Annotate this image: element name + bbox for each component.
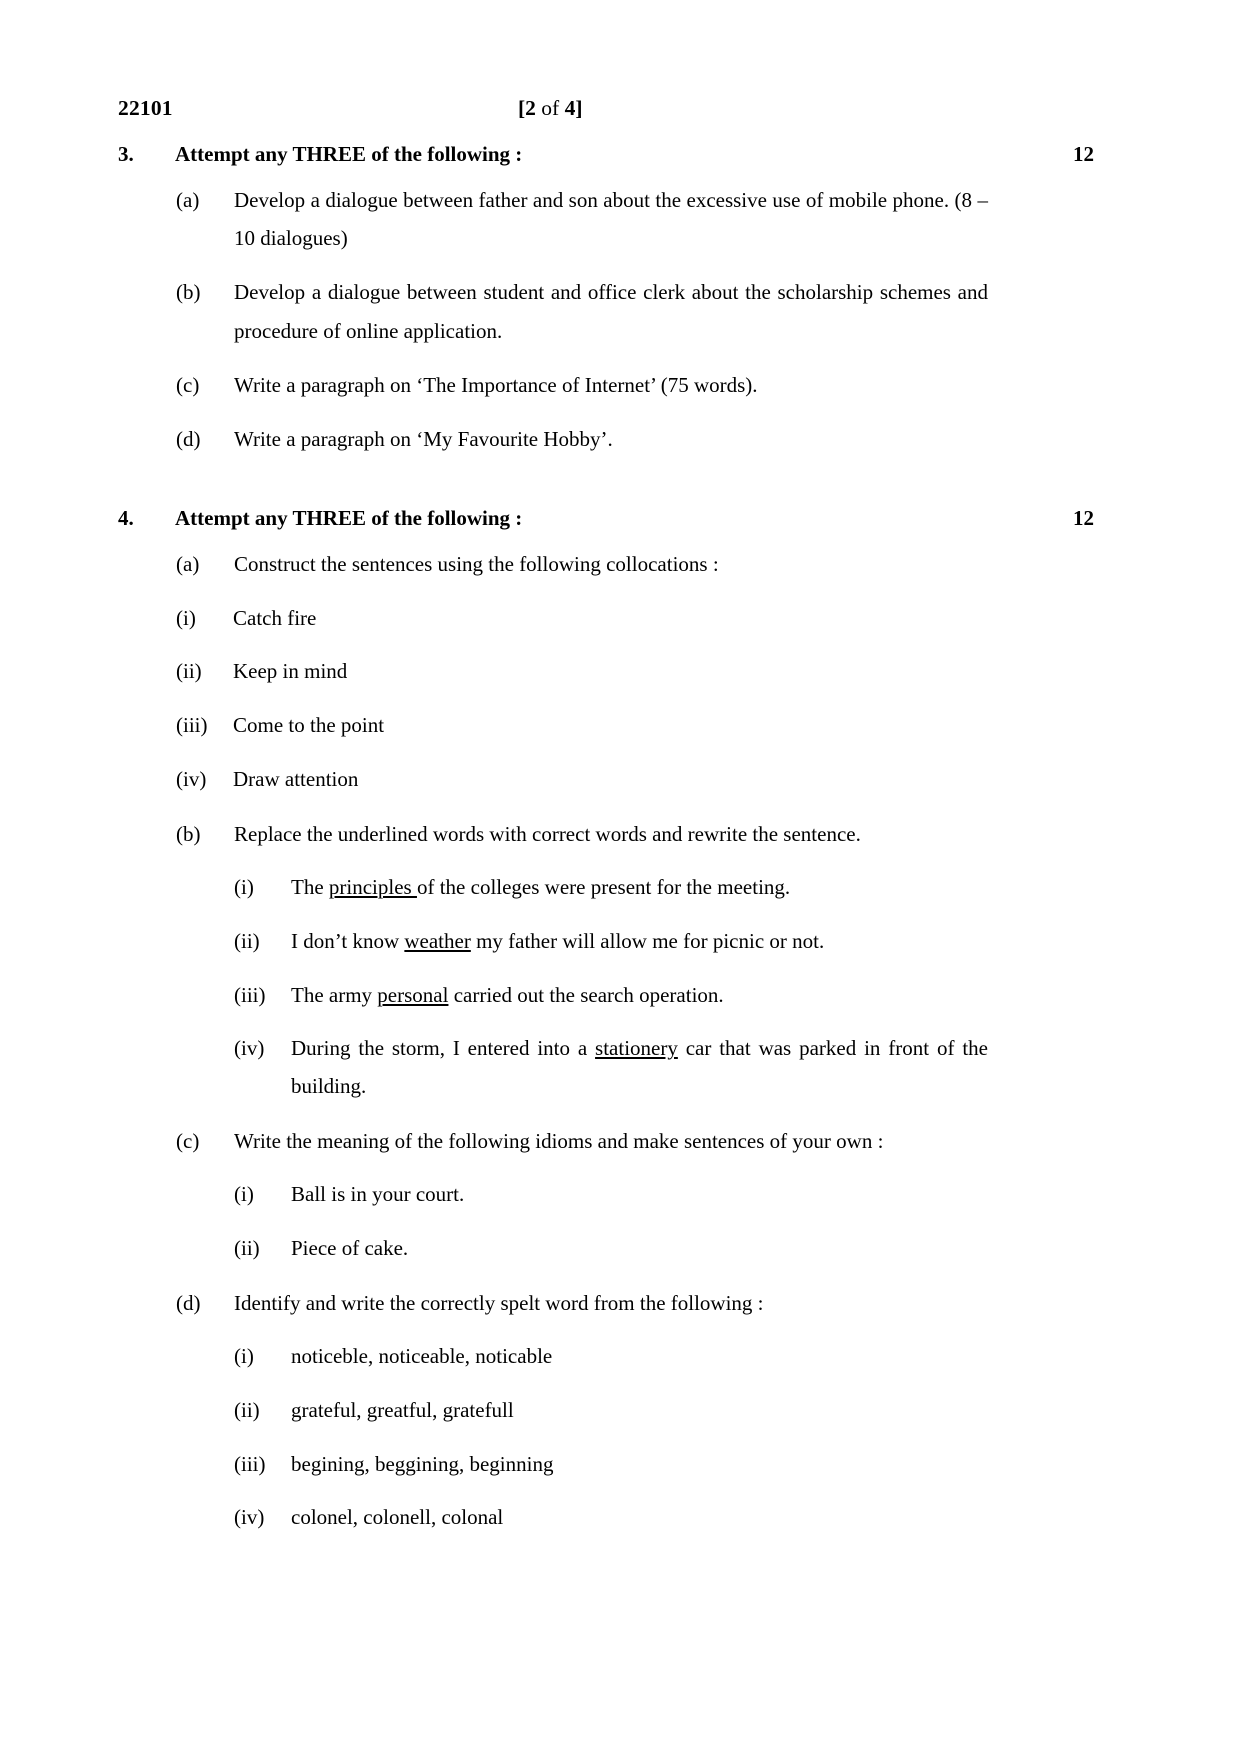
item-text: Write a paragraph on ‘My Favourite Hobby’.	[234, 427, 613, 452]
item-text: Construct the sentences using the following collocations :	[234, 552, 719, 577]
roman-item	[118, 1446, 988, 1484]
sentence-before: The	[291, 874, 329, 899]
roman-item	[118, 1392, 988, 1430]
item-label: (d)	[176, 427, 201, 452]
roman-label: (ii)	[234, 928, 260, 953]
roman-label: (ii)	[234, 1235, 260, 1260]
question-3-item-c	[118, 366, 988, 404]
question-4b-roman-list	[118, 869, 988, 1106]
roman-text	[291, 1030, 988, 1106]
roman-label: (i)	[176, 605, 196, 630]
question-3-heading	[118, 142, 1094, 166]
sentence-after: car that was parked in front of the building.	[291, 1036, 988, 1099]
question-4c-roman-list	[118, 1176, 988, 1268]
roman-text: Piece of cake.	[291, 1235, 409, 1260]
question-4a-roman-list	[118, 600, 988, 799]
roman-text	[291, 977, 988, 1015]
question-4-title: Attempt any THREE of the following :	[175, 506, 523, 531]
roman-item	[118, 600, 988, 638]
question-4-item-b	[118, 815, 988, 853]
question-3-title: Attempt any THREE of the following :	[175, 142, 523, 166]
roman-text: grateful, greatful, gratefull	[291, 1397, 514, 1422]
question-3-item-d	[118, 420, 988, 458]
item-label: (d)	[176, 1290, 201, 1315]
roman-label: (iii)	[176, 713, 208, 738]
sentence-after: of the colleges were present for the meeting.	[416, 874, 791, 899]
roman-item	[118, 977, 988, 1015]
sentence-before: During the storm, I entered into a	[291, 1036, 596, 1061]
question-4-number: 4.	[118, 506, 134, 531]
underlined-word: personal	[377, 982, 449, 1007]
paper-code: 22101	[118, 96, 173, 120]
item-text: Develop a dialogue between student and office clerk about the scholarship schemes and procedure of online application.	[234, 280, 988, 343]
roman-label: (ii)	[234, 1397, 260, 1422]
question-block-3	[118, 142, 1094, 458]
roman-item	[118, 1499, 988, 1537]
roman-label: (ii)	[176, 659, 202, 684]
item-label: (c)	[176, 1128, 200, 1153]
section-spacer	[118, 458, 988, 494]
question-4-item-c	[118, 1122, 988, 1160]
roman-text	[291, 923, 988, 961]
question-4-heading	[118, 506, 1094, 531]
question-block-4	[118, 506, 1094, 1537]
item-label: (b)	[176, 280, 201, 305]
roman-item	[118, 761, 988, 799]
question-4d-roman-list	[118, 1338, 988, 1537]
roman-text	[291, 869, 988, 907]
sentence-before: The army	[291, 982, 378, 1007]
roman-label: (iii)	[234, 1451, 266, 1476]
page-indicator-mid: of	[535, 96, 565, 120]
roman-text: Keep in mind	[233, 659, 348, 684]
roman-label: (iv)	[176, 766, 207, 791]
roman-label: (iv)	[234, 1505, 265, 1530]
sentence-after: carried out the search operation.	[448, 982, 724, 1007]
roman-label: (i)	[234, 874, 254, 899]
question-3-item-b	[118, 273, 988, 349]
item-text: Identify and write the correctly spelt word from the following :	[234, 1290, 764, 1315]
roman-label: (iii)	[234, 982, 266, 1007]
roman-item	[118, 1338, 988, 1376]
roman-item	[118, 653, 988, 691]
question-3-item-a	[118, 181, 988, 257]
roman-text: colonel, colonell, colonal	[291, 1505, 504, 1530]
sentence-before: I don’t know	[291, 928, 405, 953]
item-text: Write the meaning of the following idioms and make sentences of your own :	[234, 1128, 884, 1153]
roman-label: (i)	[234, 1343, 254, 1368]
roman-item	[118, 923, 988, 961]
page-indicator	[518, 96, 583, 121]
question-4-item-a	[118, 545, 988, 583]
question-3-number: 3.	[118, 142, 134, 166]
item-label: (b)	[176, 821, 201, 846]
item-label: (c)	[176, 372, 200, 397]
roman-text: Come to the point	[233, 713, 385, 738]
roman-item	[118, 1030, 988, 1106]
roman-label: (i)	[234, 1182, 254, 1207]
roman-text: begining, beggining, beginning	[291, 1451, 554, 1476]
item-label: (a)	[176, 188, 200, 212]
roman-label: (iv)	[234, 1036, 265, 1061]
roman-text: Catch fire	[233, 605, 317, 630]
item-label: (a)	[176, 552, 200, 577]
roman-item	[118, 1176, 988, 1214]
underlined-word: weather	[404, 928, 471, 953]
roman-item	[118, 707, 988, 745]
roman-item	[118, 1230, 988, 1268]
question-4-marks: 12	[1073, 506, 1094, 531]
page-indicator-open: [2	[518, 96, 536, 120]
question-3-marks: 12	[1073, 142, 1094, 166]
item-text: Develop a dialogue between father and son about the excessive use of mobile phone. (8 – 10 dialogues)	[234, 188, 988, 251]
page-header	[118, 96, 988, 130]
roman-text: noticeble, noticeable, noticable	[291, 1343, 553, 1368]
roman-text: Ball is in your court.	[291, 1182, 465, 1207]
page-content	[118, 96, 1094, 1537]
question-4-item-d	[118, 1284, 988, 1322]
roman-text: Draw attention	[233, 766, 359, 791]
underlined-word: principles	[328, 874, 417, 899]
page-indicator-close: 4]	[564, 96, 583, 120]
roman-item	[118, 869, 988, 907]
item-text: Replace the underlined words with correct words and rewrite the sentence.	[234, 821, 861, 846]
underlined-word: stationery	[595, 1036, 678, 1061]
item-text: Write a paragraph on ‘The Importance of Internet’ (75 words).	[234, 372, 758, 397]
sentence-after: my father will allow me for picnic or not.	[470, 928, 825, 953]
